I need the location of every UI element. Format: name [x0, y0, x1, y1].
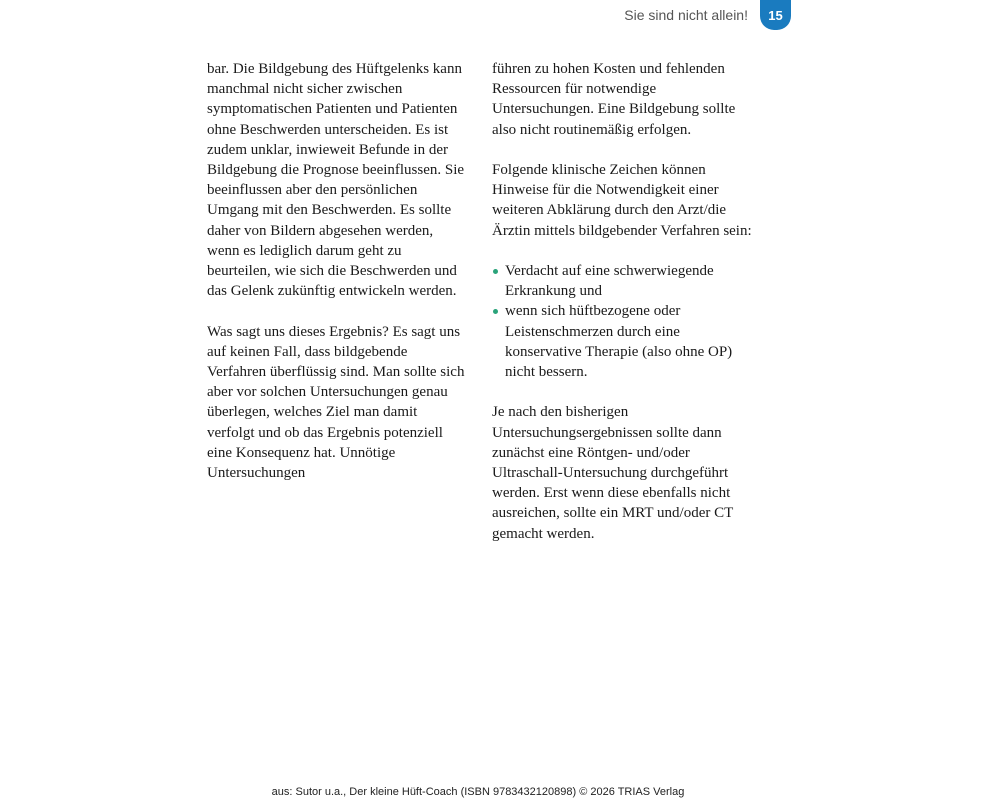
right-paragraph-3: Je nach den bisherigen Untersuchungsergebnissen sollte dann zunächst eine Röntgen- und/oder Ultraschall-Untersuchung durchgeführt werden. Erst wenn diese ebenfalls nicht ausreichen, sollte ein MRT und/oder CT gemacht werden.: [492, 404, 734, 542]
list-item: [492, 301, 752, 382]
source-footer: aus: Sutor u.a., Der kleine Hüft-Coach (ISBN 9783432120898) © 2026 TRIAS Verlag: [271, 786, 685, 798]
right-column: [492, 59, 752, 564]
left-column: [207, 59, 467, 503]
left-paragraph-2: Was sagt uns dieses Ergebnis? Es sagt uns auf keinen Fall, dass bildgebende Verfahren überflüssig sind. Man sollte sich aber vor solchen Untersuchungen genau überlegen, welches Ziel man damit verfolgt und ob das Ergebnis potenziell eine Konsequenz hat. Unnötige Untersuchungen: [207, 323, 465, 482]
bullet-dot-icon: [493, 269, 498, 274]
clinical-signs-list: [492, 261, 752, 382]
running-title: Sie sind nicht allein!: [624, 7, 748, 23]
list-item: [492, 261, 752, 301]
list-item-text: Verdacht auf eine schwerwiegende Erkrankung und: [505, 263, 714, 300]
right-paragraph-2: Folgende klinische Zeichen können Hinweise für die Notwendigkeit einer weiteren Abklärung durch den Arzt/die Ärztin mittels bildgebender Verfahren sein:: [492, 162, 752, 239]
list-item-text: wenn sich hüftbezogene oder Leistenschmerzen durch eine konservative Therapie (also ohne OP) nicht bessern.: [505, 303, 733, 381]
left-paragraph-1: bar. Die Bildgebung des Hüftgelenks kann manchmal nicht sicher zwischen symptomatischen Patienten und Patienten ohne Beschwerden unterscheiden. Es ist zudem unklar, inwieweit Befunde in der Bildgebung die Prognose beeinflussen. Sie beeinflussen aber den persönlichen Umgang mit den Beschwerden. Es sollte daher von Bildern abgesehen werden, wenn es lediglich darum geht zu beurteilen, wie sich die Beschwerden und das Gelenk zukünftig entwickeln werden.: [207, 61, 465, 300]
right-paragraph-1: führen zu hohen Kosten und fehlenden Ressourcen für notwendige Untersuchungen. Eine Bildgebung sollte also nicht routinemäßig erfolgen.: [492, 61, 736, 138]
page-number-badge: 15: [760, 0, 791, 30]
bullet-dot-icon: [493, 309, 498, 314]
